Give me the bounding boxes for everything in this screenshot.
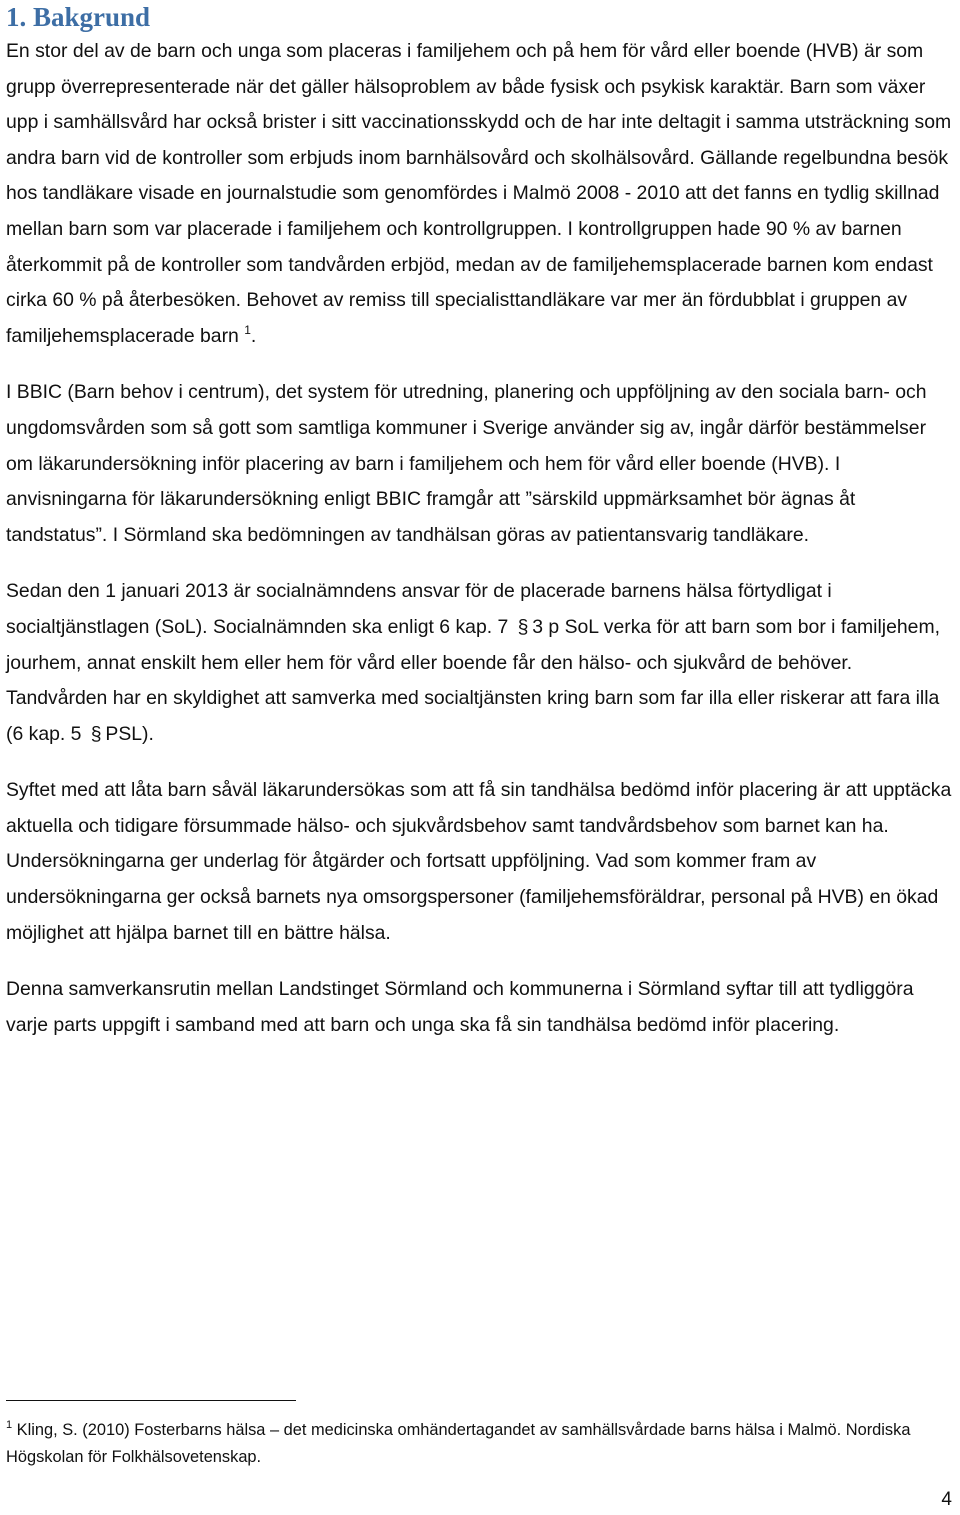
paragraph-social-law-part-3: PSL). — [105, 722, 154, 745]
paragraph-routine: Denna samverkansrutin mellan Landstinget Sörmland och kommunerna i Sörmland syftar till att tydliggöra varje parts uppgift i samband med att barn och unga ska få sin tandhälsa bedömd inför placering. — [6, 978, 914, 1036]
section-heading: 1. Bakgrund — [6, 2, 151, 32]
section-sign-1: § — [517, 615, 529, 638]
paragraph-bbic: I BBIC (Barn behov i centrum), det system för utredning, planering och uppföljning av den sociala barn- och ungdomsvården som så gott som samtliga kommuner i Sverige använder sig av, ingår därför bestämmelser om läkarundersökning inför placering av barn i familjehem och hem för vård eller boende (HVB). I anvisningarna för läkarundersökning enligt BBIC framgår att ”särskild uppmärksamhet bör ägnas åt tandstatus”. I Sörmland ska bedömningen av tandhälsan göras av patientansvarig tandläkare. — [6, 381, 927, 546]
page-number: 4 — [941, 1489, 952, 1510]
footnote — [6, 1417, 946, 1471]
section-sign-2: § — [90, 722, 102, 745]
document-page — [6, 0, 956, 1043]
paragraph-social-law-part-1: Sedan den 1 januari 2013 är socialnämndens ansvar för de placerade barnens hälsa förtydligat i socialtjänstlagen (SoL). Socialnämnden ska enligt 6 kap. 7 — [6, 580, 832, 638]
paragraph-social-law — [6, 574, 956, 752]
footnote-reference[interactable]: 1 — [244, 322, 251, 337]
paragraph-purpose: Syftet med att låta barn såväl läkarundersökas som att få sin tandhälsa bedömd inför placering är att upptäcka aktuella och tidigare försummade hälso- och sjukvårdsbehov samt tandvårdsbehov som barnet kan ha. Undersökningarna ger underlag för åtgärder och fortsatt uppföljning. Vad som kommer fram av undersökningarna ger också barnets nya omsorgspersoner (familjehemsföräldrar, personal på HVB) en ökad möjlighet att hjälpa barnet till en bättre hälsa. — [6, 779, 952, 944]
paragraph-social-law-part-2: 3 p SoL verka för att barn som bor i familjehem, jourhem, annat enskilt hem eller hem för vård eller boende får den hälso- och sjukvård de behöver. Tandvården har en skyldighet att samverka med socialtjänsten kring barn som far illa eller riskerar att fara illa (6 kap. 5 — [6, 615, 940, 745]
paragraph-background-text: En stor del av de barn och unga som placeras i familjehem och på hem för vård eller boende (HVB) är som grupp överrepresenterade när det gäller hälsoproblem av både fysisk och psykisk karaktär. Barn som växer upp i samhällsvård har också brister i sitt vaccinationsskydd och de har inte deltagit i samma utsträckning som andra barn vid de kontroller som erbjuds inom barnhälsovård och skolhälsovård. Gällande regelbundna besök hos tandläkare visade en journalstudie som genomfördes i Malmö 2008 - 2010 att det fanns en tydlig skillnad mellan barn som var placerade i familjehem och kontrollgruppen. I kontrollgruppen hade 90 % av barnen återkommit på de kontroller som tandvården erbjöd, medan av de familjehemsplacerade barnen kom endast cirka 60 % på återbesöken. Behovet av remiss till specialisttandläkare var mer än fördubblat i gruppen av familjehemsplacerade barn — [6, 40, 952, 347]
footnote-number: 1 — [6, 1419, 13, 1431]
footnote-text: Kling, S. (2010) Fosterbarns hälsa – det medicinska omhändertagandet av samhällsvårdade barns hälsa i Malmö. Nordiska Högskolan för Folkhälsovetenskap. — [6, 1421, 911, 1466]
paragraph-end-period: . — [250, 324, 257, 347]
paragraph-background — [6, 34, 956, 354]
footnote-divider — [6, 1400, 296, 1401]
